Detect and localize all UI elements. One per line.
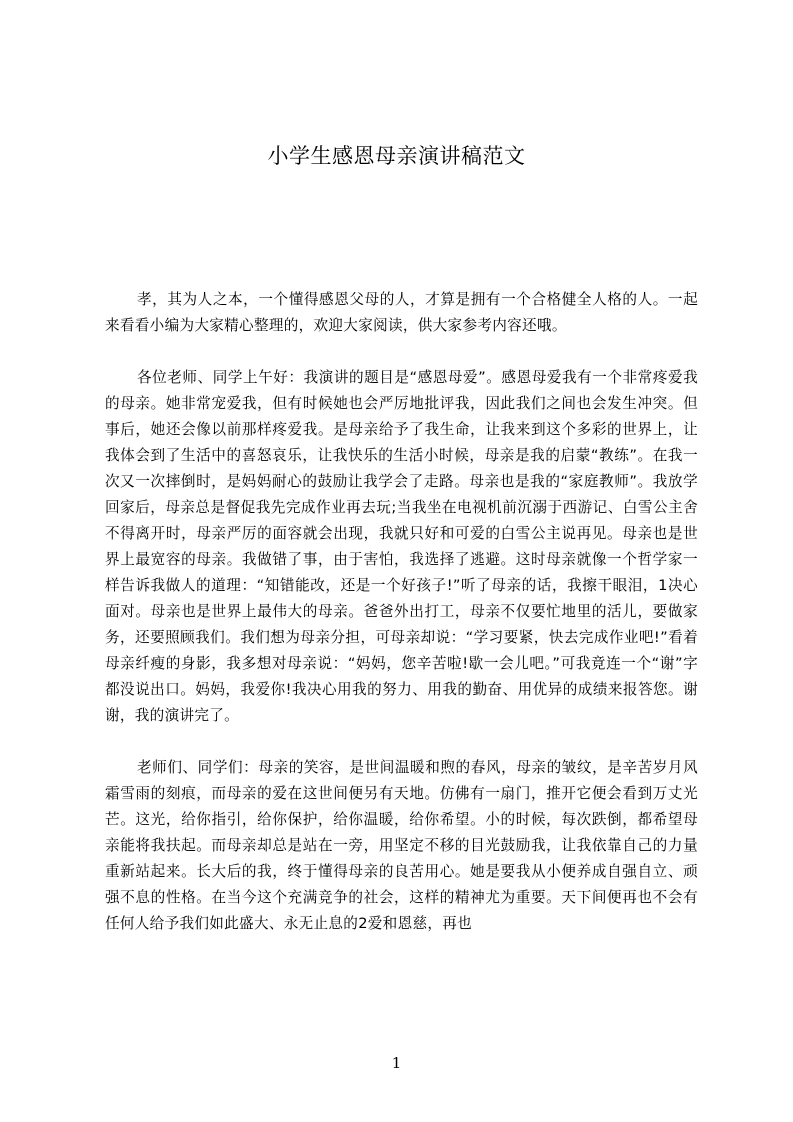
document-body [105,287,698,963]
document-title: 小学生感恩母亲演讲稿范文 [267,144,526,168]
paragraph-speech-one: 各位老师、同学上午好：我演讲的题目是“感恩母爱”。感恩母爱我有一个非常疼爱我的母亲。她非常宠爱我，但有时候她也会严厉地批评我，因此我们之间也会发生冲突。但事后，她还会像以前那样疼爱我。是母亲给予了我生命，让我来到这个多彩的世界上，让我体会到了生活中的喜怒哀乐，让我快乐的生活小时候，母亲是我的启蒙“教练”。在我一次又一次摔倒时，是妈妈耐心的鼓励让我学会了走路。母亲也是我的“家庭教师”。我放学回家后，母亲总是督促我先完成作业再去玩;当我坐在电视机前沉溺于西游记、白雪公主舍不得离开时，母亲严厉的面容就会出现，我就只好和可爱的白雪公主说再见。母亲也是世界上最宽容的母亲。我做错了事，由于害怕，我选择了逃避。这时母亲就像一个哲学家一样告诉我做人的道理：“知错能改，还是一个好孩子!”听了母亲的话，我擦干眼泪，1决心面对。母亲也是世界上最伟大的母亲。爸爸外出打工，母亲不仅要忙地里的活儿，要做家务，还要照顾我们。我们想为母亲分担，可母亲却说：“学习要紧，快去完成作业吧!”看着母亲纤瘦的身影，我多想对母亲说：“妈妈，您辛苦啦!歇一会儿吧。”可我竟连一个“谢”字都没说出口。妈妈，我爱你!我决心用我的努力、用我的勤奋、用优异的成绩来报答您。谢谢，我的演讲完了。 [105,369,698,724]
page-number: 1 [391,1054,402,1072]
paragraph-intro: 孝，其为人之本，一个懂得感恩父母的人，才算是拥有一个合格健全人格的人。一起来看看小编为大家精心整理的，欢迎大家阅读，供大家参考内容还哦。 [105,291,698,334]
paragraph-speech-two: 老师们、同学们：母亲的笑容，是世间温暖和煦的春风，母亲的皱纹，是辛苦岁月风霜雪雨的刻痕，而母亲的爱在这世间便另有天地。仿佛有一扇门，推开它便会看到万丈光芒。这光，给你指引，给你保护，给你温暖，给你希望。小的时候，每次跌倒，都希望母亲能将我扶起。而母亲却总是站在一旁，用坚定不移的目光鼓励我，让我依靠自己的力量重新站起来。长大后的我，终于懂得母亲的良苦用心。她是要我从小便养成自强自立、顽强不息的性格。在当今这个充满竞争的社会，这样的精神尤为重要。天下间便再也不会有任何人给予我们如此盛大、永无止息的2爱和恩慈，再也 [105,759,698,932]
